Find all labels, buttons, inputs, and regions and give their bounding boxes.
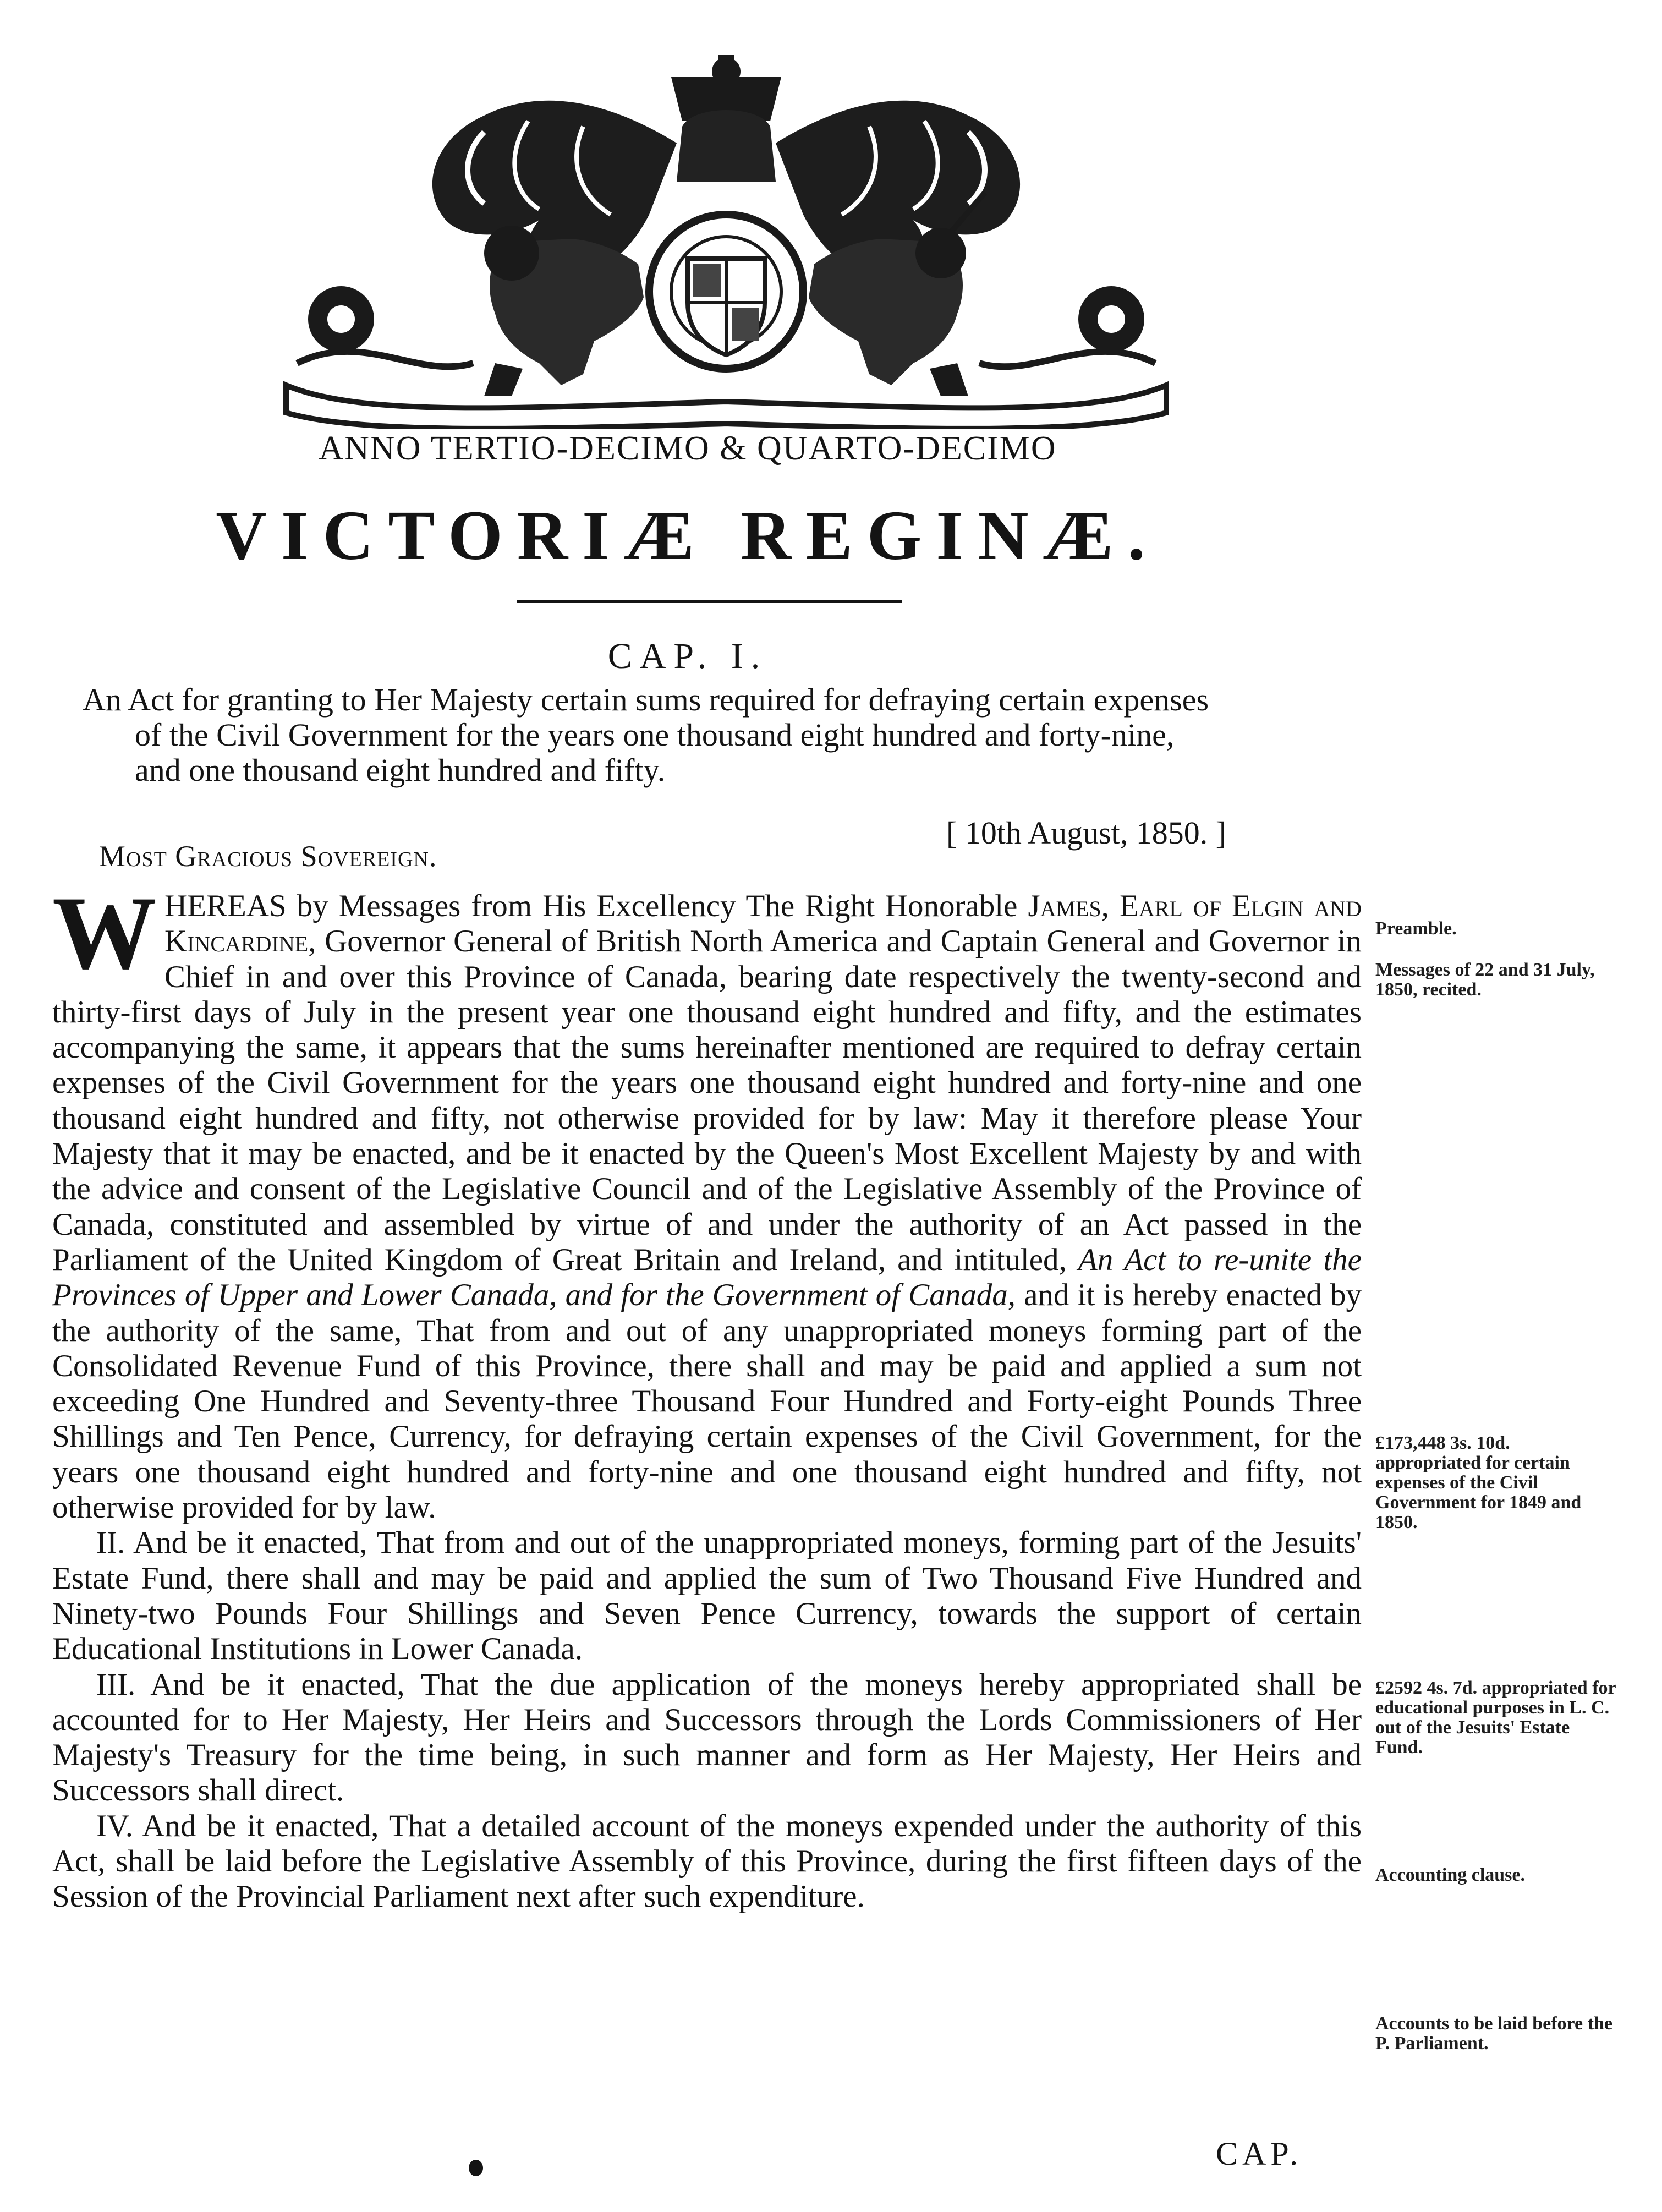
garter-shield-icon: [649, 215, 803, 369]
section-2: II. And be it enacted, That from and out of the unappropriated moneys, forming part of the Jesuits' Estate Fund, there shall and may be paid and applied the sum of Two Thousand Five Hundred and Ninety-two Pounds Four Shillings and Seven Pence Currency, towards the support of certain Educational Institutions in Lower Canada.: [52, 1525, 1362, 1667]
margin-note-preamble: Preamble.: [1375, 918, 1457, 939]
catchword: CAP.: [1216, 2136, 1303, 2172]
motto-scroll: [286, 385, 1166, 429]
preamble-text: HEREAS by Messages from His Excellency The Right Honorable: [164, 889, 1028, 923]
salutation: Most Gracious Sovereign.: [99, 840, 437, 873]
cited-act-title: An Act to re-unite the Provinces of Upper and Lower Canada, and for the Government of Canada,: [52, 1242, 1362, 1313]
chapter-title: CAP. I.: [607, 636, 768, 676]
regnal-year-line: ANNO TERTIO-DECIMO & QUARTO-DECIMO: [319, 430, 1057, 467]
drop-cap: W: [52, 875, 157, 991]
governor-name: James, Earl of Elgin and Kincardine: [164, 889, 1362, 959]
margin-note-accounts: Accounts to be laid before the P. Parliament.: [1375, 2013, 1612, 2054]
margin-note-jesuits-fund: £2592 4s. 7d. appropriated for educational purposes in L. C. out of the Jesuits' Estate Fund.: [1375, 1678, 1616, 1757]
long-title-line: An Act for granting to Her Majesty certain sums required for defraying certain expenses: [83, 682, 1209, 718]
preamble-text: , Governor General of British North America and Captain General and Governor in Chief in and over this Province of Canada, bearing date respectively the twenty-second and thirty-first days of July in the present year one thousand eight hundred and fifty, and the estimates accompanying the same, it appears that the sums hereinafter mentioned are required to defray certain expenses of the Civil Government for the years one thousand eight hundred and forty-nine and one thousand eight hundred and fifty, not otherwise provided for by law: May it therefore please Your Majesty that it may be enacted, and be it enacted by the Queen's Most Excellent Majesty by and with the advice and consent of the Legislative Council and of the Legislative Assembly of the Province of Canada, constituted and assembled by virtue of and under the authority of an Act passed in the Parliament of the United Kingdom of Great Britain and Ireland, and intituled,: [52, 924, 1362, 1277]
section-3: III. And be it enacted, That the due application of the moneys hereby appropriated shall be accounted for to Her Majesty, Her Heirs and Successors through the Lords Commissioners of Her Majesty's Treasury for the time being, in such manner and form as Her Majesty, Her Heirs and Successors shall direct.: [52, 1667, 1362, 1808]
act-body: [52, 875, 1362, 1915]
ink-dot: [469, 2160, 483, 2176]
long-title-line: and one thousand eight hundred and fifty.: [135, 752, 666, 788]
margin-note-accounting: Accounting clause.: [1375, 1865, 1525, 1885]
margin-note-messages: Messages of 22 and 31 July, 1850, recited.: [1375, 960, 1595, 1000]
preamble-text: and it is hereby enacted by the authority of the same, That from and out of any unappropriated moneys forming part of the Consolidated Revenue Fund of this Province, there shall and may be paid and applied a sum not exceeding One Hundred and Seventy-three Thousand Four Hundred and Forty-eight Pounds Three Shillings and Ten Pence, Currency, for defraying certain expenses of the Civil Government, for the years one thousand eight hundred and forty-nine and one thousand eight hundred and fifty, not otherwise provided for by law.: [52, 1278, 1362, 1525]
preamble-paragraph: [52, 875, 1362, 1525]
title-divider: [517, 600, 902, 603]
margin-note-appropriation: £173,448 3s. 10d. appropriated for certain expenses of the Civil Government for 1849 and 1850.: [1375, 1433, 1582, 1532]
royal-arms-crest: [253, 55, 1199, 429]
long-title: [83, 682, 1359, 788]
date-of-assent: [ 10th August, 1850. ]: [946, 815, 1227, 851]
long-title-line: of the Civil Government for the years one thousand eight hundred and forty-nine,: [135, 717, 1175, 753]
section-4: IV. And be it enacted, That a detailed account of the moneys expended under the authority of this Act, shall be laid before the Legislative Assembly of this Province, during the first fifteen days of the Session of the Provincial Parliament next after such expenditure.: [52, 1808, 1362, 1914]
sovereign-heading: VICTORIÆ REGINÆ.: [216, 496, 1160, 574]
